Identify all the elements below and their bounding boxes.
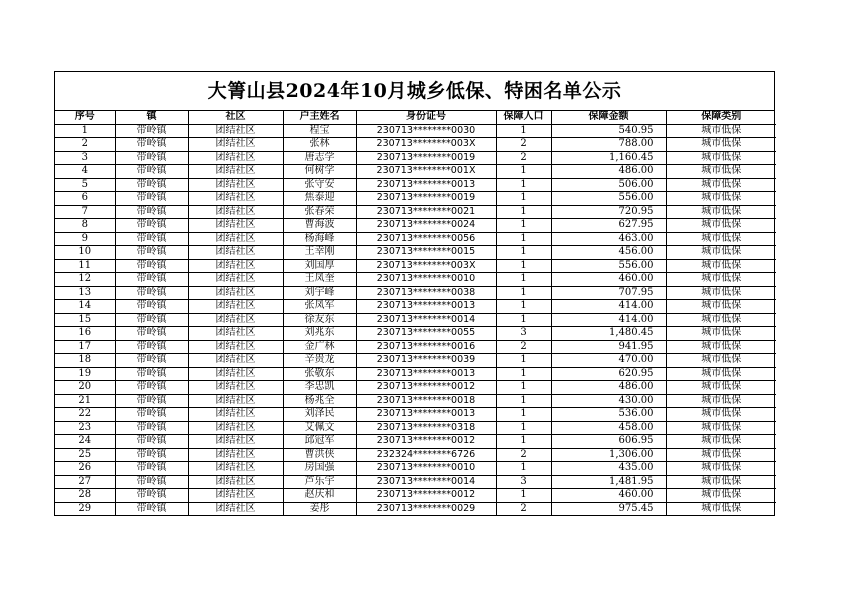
cell-index: 20 — [55, 381, 115, 395]
cell-amount: 470.00 — [551, 354, 666, 368]
cell-id-number: 230713********0019 — [356, 192, 496, 206]
cell-town: 带岭镇 — [115, 165, 188, 179]
header-town: 镇 — [115, 111, 188, 124]
cell-name: 程宝 — [283, 124, 356, 138]
cell-id-number: 230713********0019 — [356, 151, 496, 165]
cell-id-number: 230713********0055 — [356, 327, 496, 341]
cell-index: 3 — [55, 151, 115, 165]
cell-town: 带岭镇 — [115, 327, 188, 341]
table-row — [55, 408, 776, 422]
cell-community: 团结社区 — [188, 462, 283, 476]
cell-id-number: 230713********0013 — [356, 367, 496, 381]
cell-name: 曹洪侠 — [283, 448, 356, 462]
cell-amount: 486.00 — [551, 381, 666, 395]
cell-category: 城市低保 — [666, 421, 776, 435]
cell-index: 17 — [55, 340, 115, 354]
cell-id-number: 230713********0039 — [356, 354, 496, 368]
cell-community: 团结社区 — [188, 408, 283, 422]
cell-category: 城市低保 — [666, 232, 776, 246]
cell-persons: 1 — [496, 367, 551, 381]
table-row — [55, 178, 776, 192]
cell-category: 城市低保 — [666, 489, 776, 503]
cell-community: 团结社区 — [188, 232, 283, 246]
cell-name: 刘宇峰 — [283, 286, 356, 300]
cell-id-number: 230713********0012 — [356, 435, 496, 449]
table-row — [55, 124, 776, 138]
cell-index: 10 — [55, 246, 115, 260]
cell-community: 团结社区 — [188, 327, 283, 341]
cell-persons: 1 — [496, 421, 551, 435]
table-row — [55, 219, 776, 233]
cell-category: 城市低保 — [666, 367, 776, 381]
cell-persons: 1 — [496, 462, 551, 476]
cell-town: 带岭镇 — [115, 408, 188, 422]
cell-id-number: 230713********0016 — [356, 340, 496, 354]
cell-community: 团结社区 — [188, 219, 283, 233]
cell-town: 带岭镇 — [115, 273, 188, 287]
table-row — [55, 300, 776, 314]
cell-town: 带岭镇 — [115, 246, 188, 260]
cell-category: 城市低保 — [666, 408, 776, 422]
cell-town: 带岭镇 — [115, 124, 188, 138]
cell-id-number: 230713********0013 — [356, 408, 496, 422]
cell-index: 23 — [55, 421, 115, 435]
cell-community: 团结社区 — [188, 475, 283, 489]
cell-index: 4 — [55, 165, 115, 179]
cell-index: 27 — [55, 475, 115, 489]
cell-amount: 414.00 — [551, 300, 666, 314]
cell-community: 团结社区 — [188, 246, 283, 260]
cell-index: 15 — [55, 313, 115, 327]
cell-amount: 414.00 — [551, 313, 666, 327]
table-row — [55, 232, 776, 246]
cell-name: 刘国厚 — [283, 259, 356, 273]
cell-category: 城市低保 — [666, 286, 776, 300]
cell-persons: 1 — [496, 286, 551, 300]
cell-persons: 1 — [496, 381, 551, 395]
cell-persons: 1 — [496, 300, 551, 314]
table-row — [55, 286, 776, 300]
cell-id-number: 230713********001X — [356, 165, 496, 179]
cell-persons: 1 — [496, 178, 551, 192]
cell-persons: 1 — [496, 489, 551, 503]
cell-index: 11 — [55, 259, 115, 273]
cell-community: 团结社区 — [188, 165, 283, 179]
table-row — [55, 259, 776, 273]
cell-persons: 2 — [496, 448, 551, 462]
cell-persons: 1 — [496, 408, 551, 422]
cell-town: 带岭镇 — [115, 219, 188, 233]
cell-persons: 3 — [496, 327, 551, 341]
cell-community: 团结社区 — [188, 435, 283, 449]
cell-index: 9 — [55, 232, 115, 246]
cell-index: 7 — [55, 205, 115, 219]
cell-id-number: 230713********0038 — [356, 286, 496, 300]
cell-category: 城市低保 — [666, 502, 776, 515]
cell-community: 团结社区 — [188, 151, 283, 165]
cell-id-number: 230713********0030 — [356, 124, 496, 138]
cell-index: 25 — [55, 448, 115, 462]
cell-community: 团结社区 — [188, 273, 283, 287]
cell-category: 城市低保 — [666, 124, 776, 138]
cell-persons: 1 — [496, 354, 551, 368]
table-row — [55, 435, 776, 449]
cell-amount: 456.00 — [551, 246, 666, 260]
cell-index: 28 — [55, 489, 115, 503]
cell-category: 城市低保 — [666, 448, 776, 462]
cell-persons: 2 — [496, 502, 551, 515]
cell-name: 张林 — [283, 138, 356, 152]
cell-community: 团结社区 — [188, 178, 283, 192]
cell-index: 2 — [55, 138, 115, 152]
cell-persons: 2 — [496, 151, 551, 165]
cell-community: 团结社区 — [188, 367, 283, 381]
table-header-row — [55, 111, 776, 124]
cell-persons: 1 — [496, 313, 551, 327]
cell-community: 团结社区 — [188, 300, 283, 314]
cell-town: 带岭镇 — [115, 300, 188, 314]
cell-amount: 627.95 — [551, 219, 666, 233]
table-row — [55, 340, 776, 354]
cell-persons: 1 — [496, 124, 551, 138]
cell-id-number: 230713********0021 — [356, 205, 496, 219]
cell-name: 徐友东 — [283, 313, 356, 327]
cell-amount: 1,481.95 — [551, 475, 666, 489]
cell-persons: 1 — [496, 394, 551, 408]
table-row — [55, 313, 776, 327]
table-row — [55, 394, 776, 408]
cell-amount: 506.00 — [551, 178, 666, 192]
cell-name: 金广林 — [283, 340, 356, 354]
cell-town: 带岭镇 — [115, 475, 188, 489]
cell-amount: 458.00 — [551, 421, 666, 435]
cell-persons: 1 — [496, 246, 551, 260]
document-title: 大箐山县2024年10月城乡低保、特困名单公示 — [55, 72, 774, 111]
cell-amount: 788.00 — [551, 138, 666, 152]
cell-id-number: 230713********0012 — [356, 489, 496, 503]
cell-town: 带岭镇 — [115, 178, 188, 192]
cell-amount: 620.95 — [551, 367, 666, 381]
cell-amount: 1,480.45 — [551, 327, 666, 341]
table-row — [55, 151, 776, 165]
table-row — [55, 502, 776, 515]
cell-persons: 3 — [496, 475, 551, 489]
cell-index: 19 — [55, 367, 115, 381]
cell-index: 8 — [55, 219, 115, 233]
cell-town: 带岭镇 — [115, 367, 188, 381]
cell-amount: 975.45 — [551, 502, 666, 515]
table-row — [55, 475, 776, 489]
cell-town: 带岭镇 — [115, 448, 188, 462]
cell-name: 焦泰迎 — [283, 192, 356, 206]
cell-name: 房国强 — [283, 462, 356, 476]
cell-persons: 1 — [496, 259, 551, 273]
table-row — [55, 138, 776, 152]
cell-community: 团结社区 — [188, 138, 283, 152]
cell-town: 带岭镇 — [115, 138, 188, 152]
cell-id-number: 230713********003X — [356, 138, 496, 152]
cell-name: 张凤军 — [283, 300, 356, 314]
cell-town: 带岭镇 — [115, 462, 188, 476]
cell-id-number: 230713********0010 — [356, 273, 496, 287]
cell-name: 邱冠军 — [283, 435, 356, 449]
cell-name: 赵庆和 — [283, 489, 356, 503]
cell-community: 团结社区 — [188, 381, 283, 395]
cell-name: 辛贵龙 — [283, 354, 356, 368]
header-householder-name: 户主姓名 — [283, 111, 356, 124]
cell-name: 唐志学 — [283, 151, 356, 165]
cell-persons: 2 — [496, 138, 551, 152]
cell-index: 1 — [55, 124, 115, 138]
cell-category: 城市低保 — [666, 354, 776, 368]
table-row — [55, 489, 776, 503]
cell-amount: 1,306.00 — [551, 448, 666, 462]
cell-index: 24 — [55, 435, 115, 449]
cell-amount: 430.00 — [551, 394, 666, 408]
cell-town: 带岭镇 — [115, 259, 188, 273]
cell-category: 城市低保 — [666, 327, 776, 341]
cell-town: 带岭镇 — [115, 340, 188, 354]
cell-amount: 536.00 — [551, 408, 666, 422]
cell-amount: 720.95 — [551, 205, 666, 219]
cell-id-number: 230713********0014 — [356, 475, 496, 489]
document-sheet — [54, 71, 775, 516]
cell-town: 带岭镇 — [115, 354, 188, 368]
table-row — [55, 354, 776, 368]
cell-amount: 460.00 — [551, 273, 666, 287]
cell-category: 城市低保 — [666, 165, 776, 179]
cell-community: 团结社区 — [188, 354, 283, 368]
cell-amount: 606.95 — [551, 435, 666, 449]
cell-category: 城市低保 — [666, 475, 776, 489]
cell-town: 带岭镇 — [115, 205, 188, 219]
cell-community: 团结社区 — [188, 313, 283, 327]
cell-id-number: 230713********0014 — [356, 313, 496, 327]
cell-category: 城市低保 — [666, 435, 776, 449]
cell-category: 城市低保 — [666, 138, 776, 152]
cell-town: 带岭镇 — [115, 489, 188, 503]
cell-category: 城市低保 — [666, 340, 776, 354]
table-row — [55, 246, 776, 260]
cell-amount: 540.95 — [551, 124, 666, 138]
cell-id-number: 230713********0015 — [356, 246, 496, 260]
header-index: 序号 — [55, 111, 115, 124]
cell-community: 团结社区 — [188, 286, 283, 300]
cell-id-number: 230713********0013 — [356, 300, 496, 314]
table-row — [55, 327, 776, 341]
cell-name: 芦乐宇 — [283, 475, 356, 489]
cell-index: 29 — [55, 502, 115, 515]
cell-name: 何树学 — [283, 165, 356, 179]
header-amount: 保障金额 — [551, 111, 666, 124]
table-body — [55, 124, 776, 515]
cell-community: 团结社区 — [188, 502, 283, 515]
cell-town: 带岭镇 — [115, 151, 188, 165]
cell-category: 城市低保 — [666, 205, 776, 219]
cell-name: 曹海波 — [283, 219, 356, 233]
cell-persons: 1 — [496, 435, 551, 449]
cell-category: 城市低保 — [666, 246, 776, 260]
table-row — [55, 421, 776, 435]
cell-name: 张守安 — [283, 178, 356, 192]
cell-town: 带岭镇 — [115, 232, 188, 246]
cell-index: 12 — [55, 273, 115, 287]
header-id-number: 身份证号 — [356, 111, 496, 124]
cell-id-number: 230713********0018 — [356, 394, 496, 408]
cell-name: 杨海峰 — [283, 232, 356, 246]
table-row — [55, 462, 776, 476]
header-category: 保障类别 — [666, 111, 776, 124]
table-row — [55, 192, 776, 206]
cell-category: 城市低保 — [666, 178, 776, 192]
cell-name: 姜彤 — [283, 502, 356, 515]
cell-name: 杨兆全 — [283, 394, 356, 408]
cell-name: 王凤奎 — [283, 273, 356, 287]
cell-town: 带岭镇 — [115, 502, 188, 515]
cell-town: 带岭镇 — [115, 192, 188, 206]
cell-amount: 556.00 — [551, 192, 666, 206]
cell-name: 刘兆东 — [283, 327, 356, 341]
cell-amount: 1,160.45 — [551, 151, 666, 165]
cell-community: 团结社区 — [188, 394, 283, 408]
cell-id-number: 230713********0010 — [356, 462, 496, 476]
cell-category: 城市低保 — [666, 273, 776, 287]
cell-community: 团结社区 — [188, 124, 283, 138]
cell-persons: 1 — [496, 232, 551, 246]
cell-id-number: 230713********003X — [356, 259, 496, 273]
cell-name: 张春荣 — [283, 205, 356, 219]
cell-index: 18 — [55, 354, 115, 368]
cell-category: 城市低保 — [666, 192, 776, 206]
table-row — [55, 367, 776, 381]
table-row — [55, 165, 776, 179]
cell-category: 城市低保 — [666, 219, 776, 233]
header-community: 社区 — [188, 111, 283, 124]
cell-index: 6 — [55, 192, 115, 206]
cell-index: 22 — [55, 408, 115, 422]
cell-id-number: 230713********0013 — [356, 178, 496, 192]
cell-id-number: 230713********0056 — [356, 232, 496, 246]
cell-name: 刘泽民 — [283, 408, 356, 422]
cell-id-number: 230713********0318 — [356, 421, 496, 435]
cell-persons: 1 — [496, 273, 551, 287]
cell-category: 城市低保 — [666, 462, 776, 476]
table-row — [55, 273, 776, 287]
cell-town: 带岭镇 — [115, 313, 188, 327]
cell-index: 21 — [55, 394, 115, 408]
cell-community: 团结社区 — [188, 259, 283, 273]
cell-category: 城市低保 — [666, 300, 776, 314]
cell-category: 城市低保 — [666, 381, 776, 395]
cell-community: 团结社区 — [188, 340, 283, 354]
cell-category: 城市低保 — [666, 394, 776, 408]
cell-id-number: 230713********0024 — [356, 219, 496, 233]
cell-amount: 435.00 — [551, 462, 666, 476]
cell-town: 带岭镇 — [115, 381, 188, 395]
cell-persons: 1 — [496, 219, 551, 233]
cell-community: 团结社区 — [188, 205, 283, 219]
table-row — [55, 448, 776, 462]
cell-index: 16 — [55, 327, 115, 341]
cell-name: 艾佩文 — [283, 421, 356, 435]
cell-amount: 460.00 — [551, 489, 666, 503]
cell-amount: 941.95 — [551, 340, 666, 354]
header-covered-persons: 保障人口 — [496, 111, 551, 124]
cell-category: 城市低保 — [666, 151, 776, 165]
cell-amount: 463.00 — [551, 232, 666, 246]
cell-name: 李忠凯 — [283, 381, 356, 395]
cell-category: 城市低保 — [666, 313, 776, 327]
cell-amount: 486.00 — [551, 165, 666, 179]
cell-index: 13 — [55, 286, 115, 300]
cell-town: 带岭镇 — [115, 421, 188, 435]
cell-town: 带岭镇 — [115, 435, 188, 449]
cell-id-number: 230713********0012 — [356, 381, 496, 395]
cell-town: 带岭镇 — [115, 394, 188, 408]
cell-community: 团结社区 — [188, 421, 283, 435]
cell-persons: 1 — [496, 192, 551, 206]
cell-amount: 556.00 — [551, 259, 666, 273]
cell-name: 张敬东 — [283, 367, 356, 381]
cell-persons: 2 — [496, 340, 551, 354]
cell-category: 城市低保 — [666, 259, 776, 273]
cell-amount: 707.95 — [551, 286, 666, 300]
cell-persons: 1 — [496, 205, 551, 219]
table-row — [55, 381, 776, 395]
roster-table — [55, 111, 776, 515]
cell-community: 团结社区 — [188, 489, 283, 503]
cell-id-number: 232324********6726 — [356, 448, 496, 462]
cell-id-number: 230713********0029 — [356, 502, 496, 515]
table-row — [55, 205, 776, 219]
cell-community: 团结社区 — [188, 448, 283, 462]
cell-persons: 1 — [496, 165, 551, 179]
cell-town: 带岭镇 — [115, 286, 188, 300]
cell-index: 14 — [55, 300, 115, 314]
cell-name: 王幸刚 — [283, 246, 356, 260]
cell-community: 团结社区 — [188, 192, 283, 206]
cell-index: 26 — [55, 462, 115, 476]
cell-index: 5 — [55, 178, 115, 192]
